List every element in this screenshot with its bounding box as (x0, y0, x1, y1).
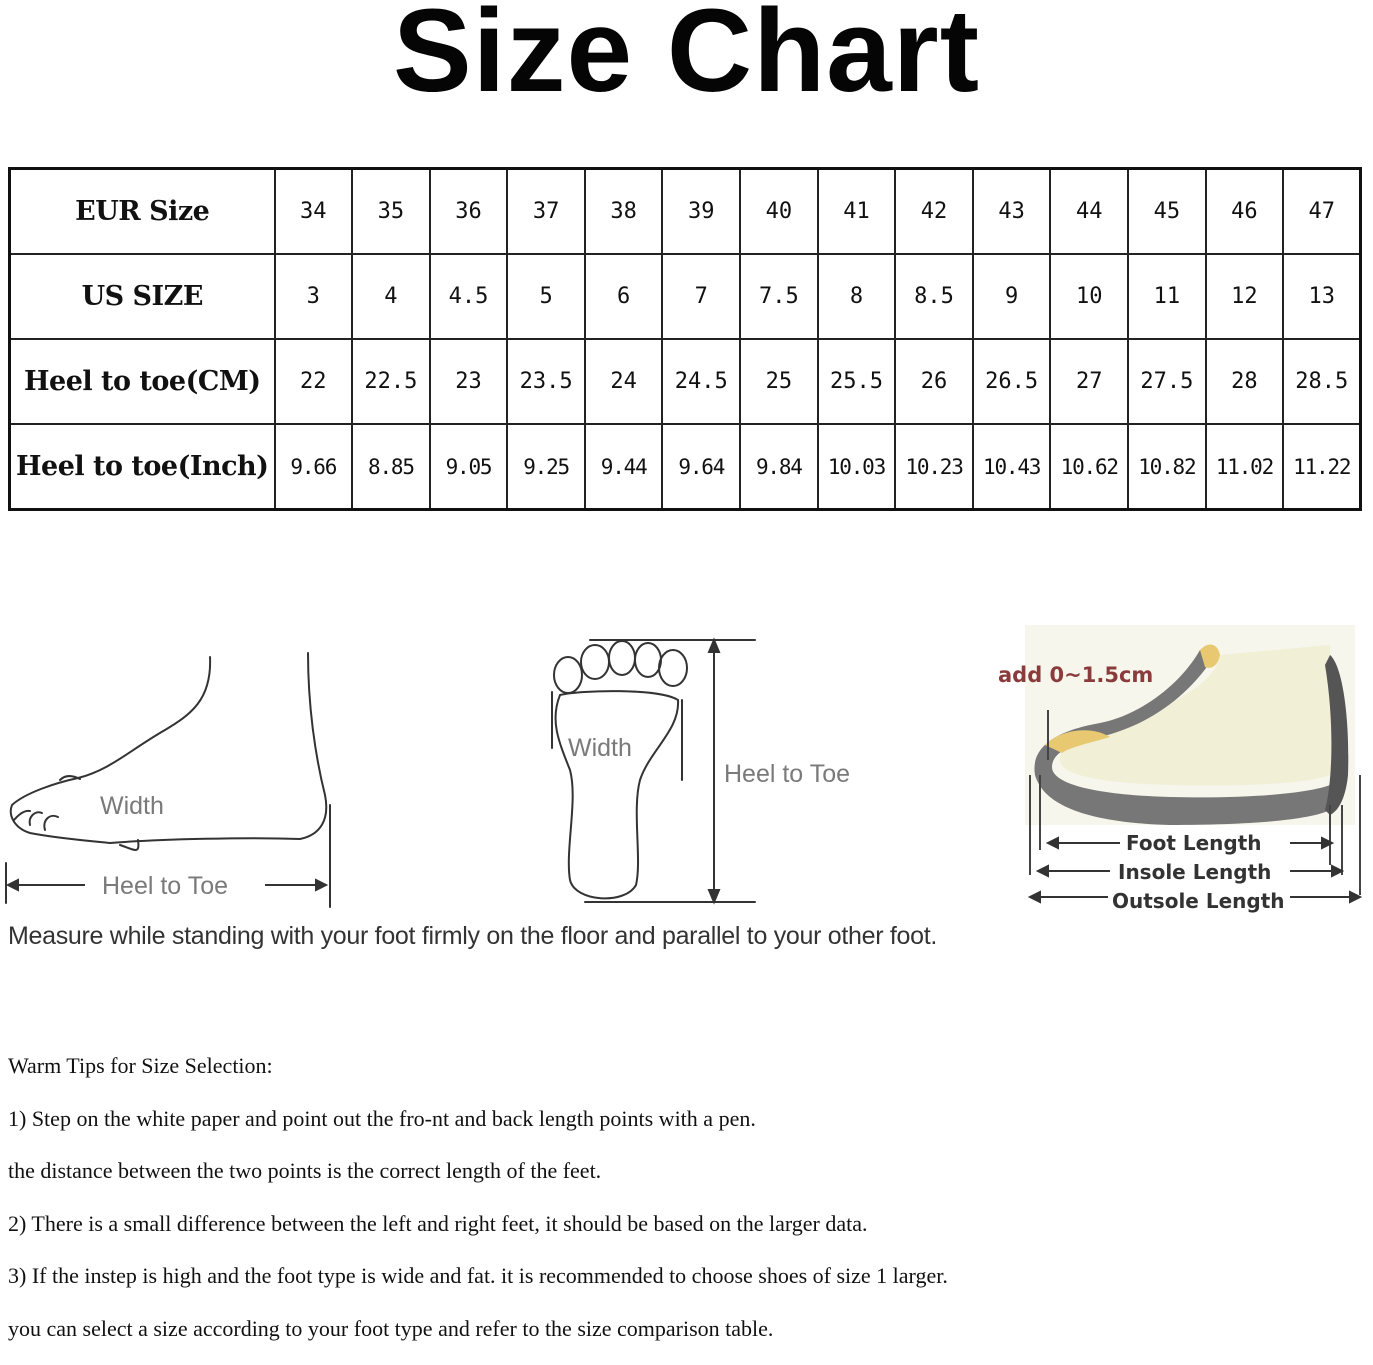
foot-length-label: Foot Length (1126, 831, 1262, 855)
row-header: Heel to toe(CM) (10, 339, 275, 424)
table-cell: 39 (662, 169, 740, 255)
footprint-diagram (540, 630, 880, 920)
table-cell: 44 (1050, 169, 1128, 255)
table-cell: 27 (1050, 339, 1128, 424)
table-cell: 11.22 (1283, 424, 1361, 510)
measure-instruction: Measure while standing with your foot firmly on the floor and parallel to your other foot. (8, 922, 937, 951)
table-cell: 27.5 (1128, 339, 1206, 424)
table-cell: 34 (275, 169, 353, 255)
table-cell: 11 (1128, 254, 1206, 339)
tip-line: you can select a size according to your foot type and refer to the size comparison table. (8, 1313, 1358, 1365)
tips-heading: Warm Tips for Size Selection: (8, 1050, 1358, 1103)
table-cell: 37 (507, 169, 585, 255)
table-cell: 9.66 (275, 424, 353, 510)
table-cell: 9.44 (585, 424, 663, 510)
table-cell: 6 (585, 254, 663, 339)
side-heel-to-toe-label: Heel to Toe (102, 872, 228, 901)
table-cell: 12 (1206, 254, 1284, 339)
size-table (8, 167, 1362, 511)
heel-to-toe-inch-row (10, 424, 1361, 510)
table-cell: 4 (352, 254, 430, 339)
table-cell: 8.5 (895, 254, 973, 339)
page-title: Size Chart (0, 0, 1373, 110)
table-cell: 13 (1283, 254, 1361, 339)
eur-size-row (10, 169, 1361, 255)
table-cell: 22.5 (352, 339, 430, 424)
table-cell: 25.5 (818, 339, 896, 424)
table-cell: 38 (585, 169, 663, 255)
size-tips (8, 1050, 1358, 1365)
shoe-diagram (990, 625, 1370, 920)
tip-line: 2) There is a small difference between the left and right feet, it should be based on the larger data. (8, 1208, 1358, 1261)
table-cell: 25 (740, 339, 818, 424)
table-cell: 28.5 (1283, 339, 1361, 424)
table-cell: 9 (973, 254, 1051, 339)
insole-length-label: Insole Length (1118, 860, 1271, 884)
outsole-length-label: Outsole Length (1112, 889, 1285, 913)
table-cell: 46 (1206, 169, 1284, 255)
table-cell: 7 (662, 254, 740, 339)
row-header: EUR Size (10, 169, 275, 255)
table-cell: 24.5 (662, 339, 740, 424)
footprint-heel-to-toe-label: Heel to Toe (724, 760, 850, 789)
table-cell: 10.43 (973, 424, 1051, 510)
table-cell: 4.5 (430, 254, 508, 339)
table-cell: 26 (895, 339, 973, 424)
table-cell: 26.5 (973, 339, 1051, 424)
table-cell: 3 (275, 254, 353, 339)
tip-line: 1) Step on the white paper and point out the fro-nt and back length points with a pen. (8, 1103, 1358, 1156)
table-cell: 45 (1128, 169, 1206, 255)
table-cell: 10.03 (818, 424, 896, 510)
table-cell: 9.25 (507, 424, 585, 510)
table-cell: 7.5 (740, 254, 818, 339)
row-header: Heel to toe(Inch) (10, 424, 275, 510)
table-cell: 10.62 (1050, 424, 1128, 510)
table-cell: 43 (973, 169, 1051, 255)
heel-to-toe-cm-row (10, 339, 1361, 424)
table-cell: 8 (818, 254, 896, 339)
table-cell: 22 (275, 339, 353, 424)
table-cell: 10 (1050, 254, 1128, 339)
table-cell: 11.02 (1206, 424, 1284, 510)
table-cell: 41 (818, 169, 896, 255)
table-cell: 23 (430, 339, 508, 424)
table-cell: 42 (895, 169, 973, 255)
table-cell: 36 (430, 169, 508, 255)
footprint-width-label: Width (568, 734, 632, 763)
table-cell: 28 (1206, 339, 1284, 424)
table-cell: 9.64 (662, 424, 740, 510)
table-cell: 10.23 (895, 424, 973, 510)
side-foot-diagram (0, 645, 340, 915)
table-cell: 9.84 (740, 424, 818, 510)
table-cell: 35 (352, 169, 430, 255)
row-header: US SIZE (10, 254, 275, 339)
tip-line: the distance between the two points is the correct length of the feet. (8, 1155, 1358, 1208)
tip-line: 3) If the instep is high and the foot type is wide and fat. it is recommended to choose shoes of size 1 larger. (8, 1260, 1358, 1313)
shoe-add-label: add 0~1.5cm (998, 663, 1153, 687)
table-cell: 10.82 (1128, 424, 1206, 510)
table-cell: 40 (740, 169, 818, 255)
table-cell: 5 (507, 254, 585, 339)
table-cell: 47 (1283, 169, 1361, 255)
us-size-row (10, 254, 1361, 339)
table-cell: 8.85 (352, 424, 430, 510)
table-cell: 24 (585, 339, 663, 424)
table-cell: 9.05 (430, 424, 508, 510)
table-cell: 23.5 (507, 339, 585, 424)
side-width-label: Width (100, 792, 164, 821)
